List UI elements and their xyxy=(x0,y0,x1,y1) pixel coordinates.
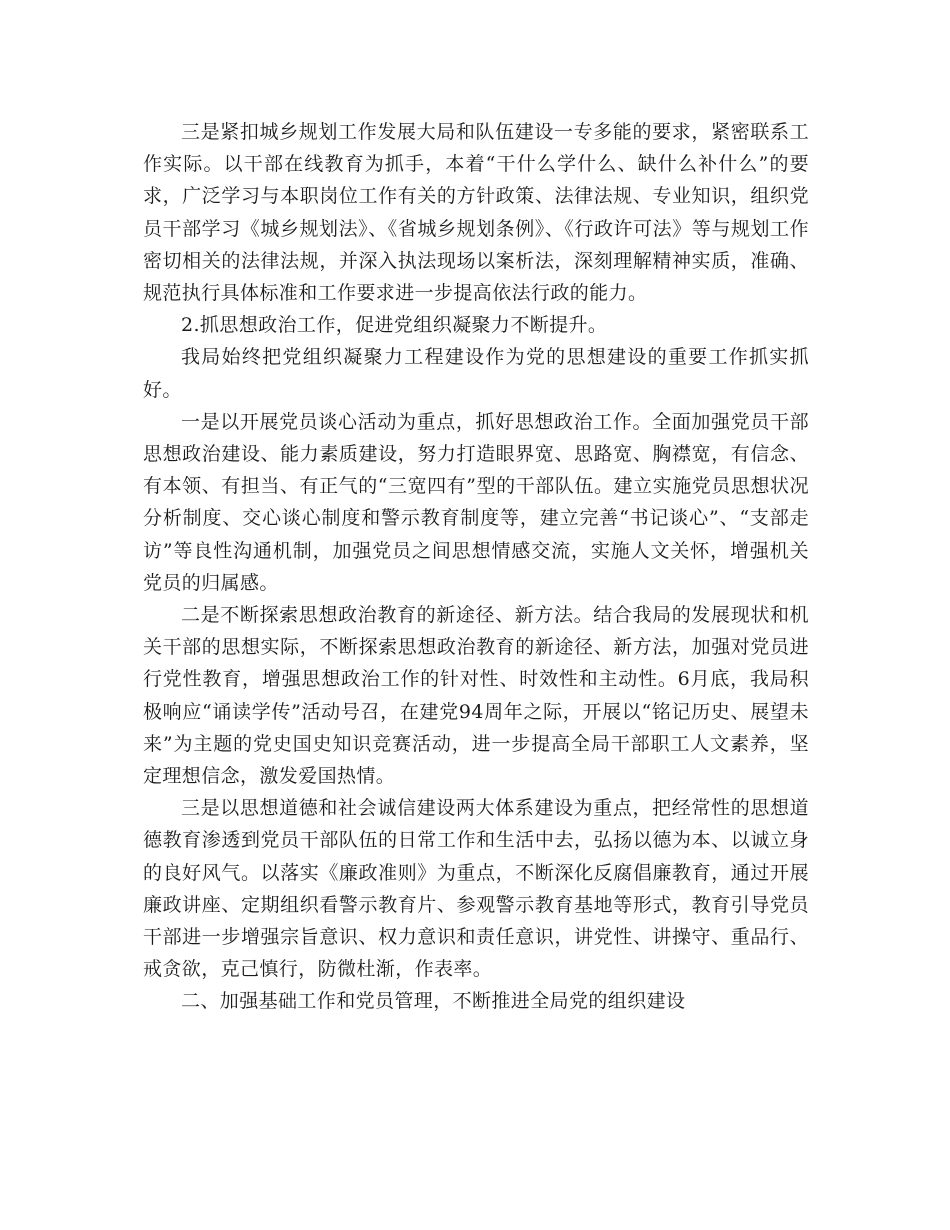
document-body xyxy=(143,116,809,1018)
paragraph-morality-integrity: 三是以思想道德和社会诚信建设两大体系建设为重点，把经常性的思想道德教育渗透到党员干部队伍的日常工作和生活中去，弘扬以德为本、以诚立身的良好风气。以落实《廉政准则》为重点，不断深化反腐倡廉教育，通过开展廉政讲座、定期组织看警示教育片、参观警示教育基地等形式，教育引导党员干部进一步增强宗旨意识、权力意识和责任意识，讲党性、讲操守、重品行、戒贪欲，克己慎行，防微杜渐，作表率。 xyxy=(143,797,809,981)
paragraph-heart-to-heart-talks: 一是以开展党员谈心活动为重点，抓好思想政治工作。全面加强党员干部思想政治建设、能力素质建设，努力打造眼界宽、思路宽、胸襟宽，有信念、有本领、有担当、有正气的“三宽四有”型的干部队伍。建立实施党员思想状况分析制度、交心谈心制度和警示教育制度等，建立完善“书记谈心”、“支部走访”等良性沟通机制，加强党员之间思想情感交流，实施人文关怀，增强机关党员的归属感。 xyxy=(143,410,809,594)
paragraph-section-heading-party-building: 二、加强基础工作和党员管理，不断推进全局党的组织建设 xyxy=(181,990,686,1013)
paragraph-planning-study: 三是紧扣城乡规划工作发展大局和队伍建设一专多能的要求，紧密联系工作实际。以干部在线教育为抓手，本着“干什么学什么、缺什么补什么”的要求，广泛学习与本职岗位工作有关的方针政策、法律法规、专业知识，组织党员干部学习《城乡规划法》、《省城乡规划条例》、《行政许可法》等与规划工作密切相关的法律法规，并深入执法现场以案析法，深刻理解精神实质，准确、规范执行具体标准和工作要求进一步提高依法行政的能力。 xyxy=(143,121,809,305)
paragraph-cohesion-project: 我局始终把党组织凝聚力工程建设作为党的思想建设的重要工作抓实抓好。 xyxy=(143,346,809,401)
paragraph-heading-ideological-work: 2.抓思想政治工作，促进党组织凝聚力不断提升。 xyxy=(181,314,608,337)
paragraph-new-methods: 二是不断探索思想政治教育的新途径、新方法。结合我局的发展现状和机关干部的思想实际，不断探索思想政治教育的新途径、新方法，加强对党员进行党性教育，增强思想政治工作的针对性、时效性和主动性。6月底，我局积极响应“诵读学传”活动号召，在建党94周年之际，开展以“铭记历史、展望未来”为主题的党史国史知识竞赛活动，进一步提高全局干部职工人文素养，坚定理想信念，激发爱国热情。 xyxy=(143,604,809,788)
